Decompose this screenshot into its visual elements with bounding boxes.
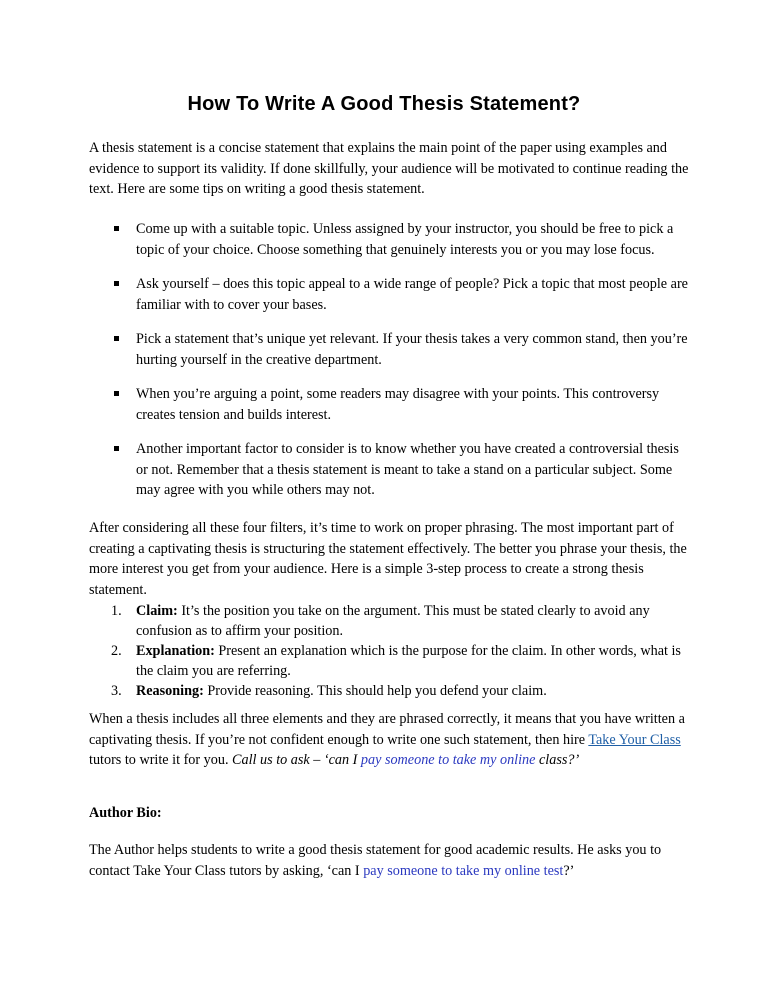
author-bio-heading: Author Bio:	[89, 805, 162, 821]
step-item: 2. Explanation: Present an explanation which is the purpose for the claim. In other words, what is the claim you are referring.	[111, 643, 681, 679]
step-item: 3. Reasoning: Provide reasoning. This should help you defend your claim.	[111, 683, 547, 699]
phrasing-paragraph: After considering all these four filters, it’s time to work on proper phrasing. The most important part of creating a captivating thesis is structuring the statement effectively. The better you phrase your thesis, the more interest you get from your audience. Here is a simple 3-step process to create a strong thesis statement.	[89, 520, 687, 598]
steps-list	[89, 601, 689, 701]
pay-someone-test-link[interactable]: pay someone to take my online test	[363, 862, 564, 879]
bullet-square-icon	[114, 281, 119, 286]
list-item: Another important factor to consider is to know whether you have created a controversial thesis or not. Remember that a thesis statement is meant to take a stand on a particular subject. Some may agree with you while others may not.	[89, 439, 689, 501]
bullet-square-icon	[114, 226, 119, 231]
page-title: How To Write A Good Thesis Statement?	[187, 93, 581, 115]
take-your-class-link[interactable]: Take Your Class	[588, 731, 681, 748]
author-bio-paragraph: The Author helps students to write a good thesis statement for good academic results. He asks you to contact Take Your Class tutors by asking, ‘can I pay someone to take my online test?’	[89, 842, 662, 879]
list-item: Come up with a suitable topic. Unless assigned by your instructor, you should be free to pick a topic of your choice. Choose something that genuinely interests you or you may lose focus.	[89, 219, 689, 260]
conclusion-paragraph: When a thesis includes all three elements and they are phrased correctly, it means that you have written a captivating thesis. If you’re not confident enough to write one such statement, then hire Take Your Class tutors to write it for you. Call us to ask – ‘can I pay someone to take my online class?’	[89, 711, 685, 768]
bullet-square-icon	[114, 336, 119, 341]
bullet-square-icon	[114, 391, 119, 396]
bullet-square-icon	[114, 446, 119, 451]
list-item: Pick a statement that’s unique yet relevant. If your thesis takes a very common stand, then you’re hurting yourself in the creative department.	[89, 329, 689, 370]
step-item: 1. Claim: It’s the position you take on the argument. This must be stated clearly to avoid any confusion as to affirm your position.	[111, 603, 650, 639]
list-item: Ask yourself – does this topic appeal to a wide range of people? Pick a topic that most people are familiar with to cover your bases.	[89, 274, 689, 315]
tips-list	[89, 219, 689, 515]
pay-someone-link[interactable]: pay someone to take my online	[360, 752, 536, 768]
list-item: When you’re arguing a point, some readers may disagree with your points. This controversy creates tension and builds interest.	[89, 384, 689, 425]
intro-paragraph: A thesis statement is a concise statement that explains the main point of the paper using examples and evidence to support its validity. If done skillfully, your audience will be motivated to continue reading the text. Here are some tips on writing a good thesis statement.	[89, 140, 689, 197]
